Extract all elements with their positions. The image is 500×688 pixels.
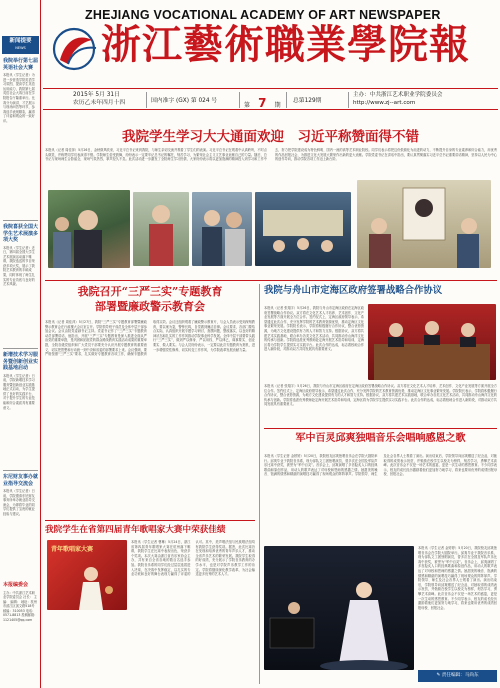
masthead-cn-title: 浙江藝術職業學院報 — [101, 21, 470, 68]
sidebar-item-text: 本报讯（学生记者）近日，第四届全国大学生艺术展演活动落下帷幕，我院选送的节目荣获多项大奖，展示了我院艺术教育的丰硕成果，同时体现了师生扎实的专业功底与良好的艺术风貌。 — [3, 245, 35, 287]
article-concert-text-cont: 本报讯（学生记者 金婷婷）5月20日，我院校友邱爽独唱音乐会在学院大剧院举行。邱爽毕业于我院音乐系，现为部队文工团独唱演员，曾多次在全国及军队声乐比赛中获奖，被誉为“军中百灵”。音乐会上，邱爽演唱了多首脍炙人口的经典歌曲和原创作品，用动人的歌声表达了对母校和恩师的感激之情。她甜美的嗓音、饱满的情感和精湛的演唱技巧赢得了现场观众的阵阵掌声。学院领导、师生及社会各界人士观看了演出。演出结束后，学院领导向邱爽赠送了纪念品，对她取得的成绩表示祝贺，并勉励在校学生以校友为榜样，刻苦学习，勇攀艺术高峰。此次音乐会不仅是一场艺术的盛宴，更是一次生动的感恩教育。不少同学表示，校友的成长经历激励着他们更加努力地学习，将来也要用优秀的成绩回报母校、回报社会。 — [418, 546, 497, 610]
section-divider — [45, 520, 255, 521]
article-concert — [264, 432, 497, 686]
sidebar-item[interactable] — [3, 474, 38, 517]
masthead-en-title: ZHEJIANG VOCATIONAL ACADEMY OF ART NEWSPAPER — [85, 8, 441, 22]
sidebar-item-title: 我院喜获全国大学生艺术展演多项大奖 — [3, 224, 39, 243]
headline-photo-4 — [255, 192, 351, 266]
poster-title: 青年歌唱家大赛 — [51, 546, 94, 553]
headline-photo-2 — [133, 192, 189, 266]
sidebar — [0, 0, 41, 688]
contact-text: 主办：中共浙江艺术职业学院委员会 社长： 主编： 编辑： 地址：杭州市滨江区滨文路518号 邮编：310053 电话：0571-8813 投稿邮箱：1121405@qq.com — [3, 590, 38, 623]
college-logo-icon — [50, 26, 102, 72]
concert-photo — [264, 546, 414, 670]
editor-credit — [418, 670, 497, 682]
issue-block — [244, 92, 281, 111]
article-sansan-text: 本报讯（记者 周佳萍）5月27日，我院“三严三实”专题教育部署暨廉政警示教育会在行政楼大会议室召开。学院领导班子成员及全体中层干部参加会议。会议由院党委副书记主持。党委书记作了“三严三实”专题教育动员部署讲话，他指出，开展“三严三实”专题教育是深入推进全面从严治党的重要举措，是巩固和拓展党的群众路线教育实践活动成果的重要举措，全院各级党组织和广大党员干部要充分认识开展专题教育的重要意义，切实把思想和行动统一到中央和省委的部署要求上来。会议强调，要严格按照“三严三实”要求，扎实做好专题教育各项工作，确保专题教育取得实效。会议还组织观看了廉政警示教育片，与会人员表示受到深刻教育，要以案为鉴，警钟长鸣，自觉做到廉洁自律。会议要求，各部门要结合实际，认真组织开展专题学习研讨，查摆问题，整改落实，以良好的精神状态和扎实的工作作风推动学院事业科学发展。全体中层干部要带头践行“三严三实”，做到严以修身、严以用权、严以律己，谋事要实、创业要实、做人要实。与会人员纷纷表示，一定要以此次专题教育为契机，进一步增强党性修养，切实转变工作作风，为学院改革发展贡献力量。 — [45, 320, 255, 357]
sidebar-header-sub: NEWS — [15, 46, 26, 50]
website-link[interactable]: http://www.zj--art.com — [353, 100, 416, 106]
headline-photo-3 — [192, 192, 252, 266]
headline-photo-1 — [48, 190, 130, 268]
sidebar-item-title: 新增技术学习服务暨创新创业实践基地启动 — [3, 352, 39, 371]
pen-icon: ✎ — [436, 673, 441, 678]
sidebar-item[interactable] — [3, 58, 38, 124]
divider — [239, 92, 240, 108]
publisher: 主办：中共浙江艺术职业学院委员会 — [353, 92, 443, 98]
article-sansan-title-1: 我院召开“三严三实”专题教育 — [77, 285, 223, 298]
youth-poster-photo — [47, 540, 127, 610]
sidebar-header — [2, 36, 39, 54]
section-divider — [45, 280, 497, 281]
article-zhoushan-text: 本报讯（记者 张翔宇）5月26日，我院与舟山市定海区政府在定海区政府签署战略合作协议。双方将在文化艺术人才培养、艺术创作、文化产业发展等方面开展全方位合作。签约仪式上，定海区政府领导表示，希望通过此次合作，充分发挥学院的艺术教育资源优势，推动定海区文化事业繁荣发展。学院院长表示，学院将积极履行合作协议，整合优势资源，为地方文化建设提供有力的人才和智力支持。根据协议，双方将共建艺术实践基地，联合举办各类文化艺术活动，共同推动舟山海洋文化的传承与创新。学院将选派优秀教师赴定海开展艺术指导和培训，定海区将为学院学生提供实习实践平台。此次合作的达成，标志着校地合作进入新阶段，对推动双方共同发展具有重要意义。 — [264, 306, 364, 352]
article-sansan — [45, 284, 255, 519]
date-block — [73, 91, 145, 107]
sidebar-item[interactable] — [3, 352, 38, 410]
contact-title: 本报编委会 — [3, 582, 29, 588]
article-youth-text: 本报讯（学生记者 曹琳）5月24日，浙江省第四届青年歌唱家大赛在杭州落下帷幕，我院学生在比赛中表现出色，荣获多个奖项。本次大赛由浙江省音乐家协会主办，共有来自全省各地的数百名选手参加。我院音乐系的同学们经过层层选拔进入决赛，在决赛中发挥稳定，以扎实的专业功底和良好的舞台表现力赢得了评委的认可。其中，美声唱法组与民族唱法组均有我院学生获得奖项。据悉，此次比赛旨在发现和培养优秀的青年声乐人才，推动全省声乐艺术的繁荣发展。我院学生取得的好成绩，充分展示了学院音乐教育的办学水平，也是对学院声乐教学工作的肯定。学院将继续深化教学改革，为社会输送更多优秀的艺术人才。 — [131, 540, 255, 577]
divider — [286, 92, 287, 108]
section-divider — [264, 428, 497, 429]
publication-number: 国内准字 (GX) 第 024 号 — [151, 98, 218, 104]
issue-number: 7 — [258, 96, 267, 110]
article-zhoushan-title: 我院与舟山市定海区政府签署战略合作协议 — [264, 285, 443, 296]
divider — [348, 92, 349, 108]
article-youth — [45, 524, 255, 684]
date-line: 2015年 5月 31日 — [73, 92, 120, 98]
issue-prefix: 第 — [244, 102, 251, 109]
divider — [146, 92, 147, 108]
article-sansan-title-2: 部署暨廉政警示教育会 — [95, 300, 205, 313]
editor-credit-text: 责任编辑：马尚东 — [441, 673, 479, 678]
sidebar-item-title: 我院举行第七届英语社会大赛 — [3, 58, 39, 71]
sidebar-item-title: 东尼财友事办就业指导交流会 — [3, 474, 39, 487]
column-divider — [259, 284, 260, 684]
zhoushan-signing-photo — [368, 304, 496, 380]
headline-photo-5 — [357, 180, 491, 268]
headline-title: 我院学生学习大大通面欢迎 习近平称赞面得不错 — [122, 129, 419, 145]
headline-text: 本报讯（记者 周佳萍）5月26日，金秋微风吹来，习近平总书记来到我院，与师生亲切交流并观看了学生们的表演。习近平总书记在观看中认真聆听，不时点头微笑，并称赞同学们表演得不错。学院师生倍受鼓舞，纷纷表示一定要牢记总书记的嘱托，刻苦学习，为繁荣社会主义文艺事业贡献自己的力量。随后，总书记与现场师生合影留念，现场气氛热烈，掌声经久不息。此次活动进一步激发了全院师生学习热情，大家纷纷表示将以更加饱满的精神投入到学习和工作中去，努力把学院建设成为特色鲜明、国内一流的高等艺术职业院校。同学们表示将把这份鼓励化为前进的动力，不断提升自身的专业素养和综合能力，用优秀的作品回报社会，为推进文化大发展大繁荣作出新的更大贡献。学院党委书记在讲话中指出，要认真贯彻落实习近平总书记重要讲话精神，坚持以人民为中心的创作导向，推动学院各项工作迈上新台阶。 — [45, 148, 497, 162]
article-concert-title: 军中百灵邱爽独唱音乐会唱响感恩之歌 — [295, 433, 466, 444]
article-zhoushan — [264, 284, 497, 429]
sidebar-item-text: 本报讯（学生记者）日前，学院新增技术学习服务暨创新创业实践基地正式启动，为学生提供了良好的实践平台，对于提升学生的专业技能和综合素质具有重要意义。 — [3, 373, 35, 410]
masthead-info-bar — [43, 88, 498, 110]
article-youth-title: 我院学生在省第四届青年歌唱家大赛中荣获佳绩 — [45, 525, 226, 535]
article-concert-text: 本报讯（学生记者 金婷婷）5月20日，我院校友邱爽独唱音乐会在学院大剧院举行。邱爽毕业于我院音乐系，现为部队文工团独唱演员，曾多次在全国及军队声乐比赛中获奖，被誉为“军中百灵”。音乐会上，邱爽演唱了多首脍炙人口的经典歌曲和原创作品，用动人的歌声表达了对母校和恩师的感激之情。她甜美的嗓音、饱满的情感和精湛的演唱技巧赢得了现场观众的阵阵掌声。学院领导、师生及社会各界人士观看了演出。演出结束后，学院领导向邱爽赠送了纪念品，对她取得的成绩表示祝贺，并勉励在校学生以校友为榜样，刻苦学习，勇攀艺术高峰。此次音乐会不仅是一场艺术的盛宴，更是一次生动的感恩教育。不少同学表示，校友的成长经历激励着他们更加努力地学习，将来也要用优秀的成绩回报母校、回报社会。 — [264, 454, 497, 477]
publisher-block — [353, 91, 495, 107]
total-issue: 总第129期 — [293, 98, 322, 104]
sidebar-contact — [3, 582, 38, 623]
sidebar-header-label: 新闻提要 — [9, 38, 32, 44]
issue-suffix: 期 — [274, 102, 281, 109]
masthead — [43, 4, 498, 86]
lunar-date: 农历乙未年四月十四 — [73, 100, 126, 106]
headline-article — [45, 148, 497, 278]
sidebar-item-text: 本报讯（学生记者）为进一步营造学院英语学习氛围，提高学生英语运用能力，我院第七届英语社会大赛日前在学院报告厅隆重举行。比赛分为演讲、才艺展示与现场问答等环节，参赛选手表现精彩，赢得了评委和观众的一致好评。 — [3, 73, 35, 123]
sidebar-item-text: 本报讯（学生记者）日前，学院邀请东尼财友事务所举办就业指导交流会，为即将毕业的同学们提供了宝贵的就业经验与建议。 — [3, 489, 35, 516]
sidebar-item[interactable] — [3, 224, 38, 287]
article-zhoushan-text-cont: 本报讯（记者 张翔宇）5月26日，我院与舟山市定海区政府在定海区政府签署战略合作协议。双方将在文化艺术人才培养、艺术创作、文化产业发展等方面开展全方位合作。签约仪式上，定海区政府领导表示，希望通过此次合作，充分发挥学院的艺术教育资源优势，推动定海区文化事业繁荣发展。学院院长表示，学院将积极履行合作协议，整合优势资源，为地方文化建设提供有力的人才和智力支持。根据协议，双方将共建艺术实践基地，联合举办各类文化艺术活动，共同推动舟山海洋文化的传承与创新。学院将选派优秀教师赴定海开展艺术指导和培训，定海区将为学院学生提供实习实践平台。此次合作的达成，标志着校地合作进入新阶段，对推动双方共同发展具有重要意义。 — [264, 384, 497, 407]
